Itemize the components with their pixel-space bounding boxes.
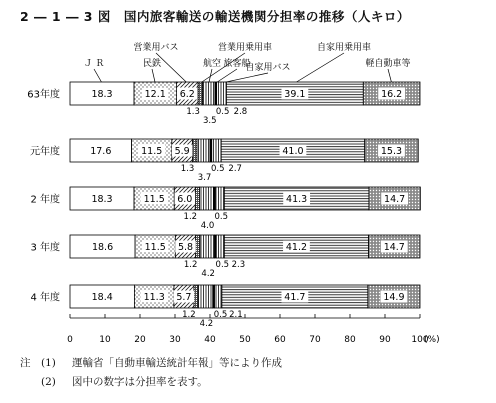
- legend-leader-line: [152, 69, 155, 83]
- data-label: 18.3: [91, 89, 113, 100]
- data-label: 0.5: [215, 260, 230, 270]
- bar-segment: [216, 235, 224, 258]
- data-label: 2.7: [228, 164, 242, 174]
- data-label: 18.3: [91, 194, 113, 205]
- x-tick-label: 80: [344, 335, 356, 345]
- data-label: 12.1: [144, 89, 166, 100]
- data-label: 17.6: [90, 146, 112, 157]
- bar-segment: [200, 235, 215, 258]
- data-label: 0.5: [213, 310, 228, 320]
- data-label: 18.6: [91, 242, 114, 253]
- note-2: [20, 374, 208, 389]
- data-label: 5.9: [174, 146, 190, 157]
- legend-label: 旅客船: [223, 59, 251, 69]
- data-label: 41.2: [285, 242, 308, 253]
- data-label: 4.2: [199, 319, 214, 329]
- bar-segment: [203, 82, 215, 105]
- row-label: 3 年度: [30, 242, 60, 254]
- data-label: 11.3: [143, 292, 165, 303]
- legend-label: 自家用乗用車: [316, 43, 372, 53]
- data-label: 16.2: [381, 89, 403, 100]
- data-label: 1.3: [186, 107, 200, 117]
- data-label: 3.5: [203, 116, 217, 126]
- bar-segment: [195, 187, 199, 210]
- data-label: 41.3: [286, 194, 308, 205]
- data-label: 0.5: [210, 164, 225, 174]
- data-label: 4.2: [201, 269, 215, 279]
- note-2-text: 図中の数字は分担率を表す。: [72, 376, 208, 388]
- data-label: 6.2: [179, 89, 195, 100]
- bar-segment: [215, 285, 222, 308]
- note-1-text: 運輸省「自動車輸送統計年報」等により作成: [72, 357, 282, 369]
- data-label: 15.3: [380, 146, 403, 157]
- data-label: 2.3: [231, 260, 246, 270]
- legend-label: 民鉄: [142, 59, 162, 69]
- bar-segment: [198, 82, 203, 105]
- data-label: 6.0: [177, 194, 193, 205]
- data-label: 1.2: [183, 260, 198, 270]
- legend-leader-line: [388, 69, 392, 83]
- data-label: 1.2: [183, 212, 198, 222]
- legend-leader-line: [94, 69, 102, 83]
- data-label: 11.5: [143, 194, 165, 205]
- data-label: 41.0: [282, 146, 304, 157]
- bar-segment: [200, 187, 214, 210]
- note-2-marker: (2): [20, 376, 56, 388]
- note-1: [20, 355, 282, 370]
- data-label: 14.7: [384, 194, 406, 205]
- data-label: 5.7: [176, 292, 192, 303]
- figure-title: 2 ― 1 ― 3 図 国内旅客輸送の輸送機関分担率の推移（人キロ）: [20, 9, 410, 24]
- bar-segment: [197, 139, 210, 162]
- data-label: 1.2: [182, 310, 196, 320]
- data-label: 41.7: [284, 292, 306, 303]
- x-tick-label: 30: [169, 335, 181, 345]
- legend-leader-line: [295, 53, 344, 83]
- data-label: 11.5: [141, 146, 163, 157]
- row-label: 63年度: [27, 89, 60, 101]
- row-label: 元年度: [30, 146, 60, 158]
- data-label: 2.1: [229, 310, 243, 320]
- legend-label: Ｊ Ｒ: [83, 59, 105, 69]
- x-unit-label: (%): [424, 335, 440, 345]
- data-label: 14.9: [383, 292, 405, 303]
- data-label: 5.8: [177, 242, 194, 253]
- bar-segment: [215, 187, 224, 210]
- data-label: 0.5: [215, 107, 230, 117]
- x-tick-label: 100: [411, 335, 429, 345]
- bars: [27, 82, 420, 329]
- data-label: 4.0: [200, 221, 215, 231]
- legend-leader-line: [216, 69, 237, 83]
- x-tick-label: 40: [204, 335, 216, 345]
- x-tick-label: 60: [274, 335, 286, 345]
- legend-label: 営業用乗用車: [217, 43, 273, 53]
- data-label: 2.8: [233, 107, 248, 117]
- note-1-marker: 注 (1): [20, 357, 56, 369]
- bar-segment: [217, 82, 227, 105]
- data-label: 39.1: [284, 89, 306, 100]
- legend-label: 航空: [202, 59, 222, 69]
- data-label: 18.4: [91, 292, 113, 303]
- x-tick-label: 10: [99, 335, 111, 345]
- x-tick-label: 90: [379, 335, 391, 345]
- bar-segment: [196, 235, 200, 258]
- legend-label: 軽自動車等: [365, 59, 411, 69]
- legend-label: 営業用バス: [133, 43, 179, 53]
- data-label: 14.7: [383, 242, 405, 253]
- x-axis: [67, 314, 439, 345]
- data-label: 3.7: [197, 173, 212, 183]
- x-tick-label: 50: [239, 335, 251, 345]
- legend-callouts: [84, 41, 411, 83]
- data-label: 11.5: [144, 242, 166, 253]
- bar-segment: [193, 139, 198, 162]
- bar-segment: [212, 139, 221, 162]
- legend-leader-line: [209, 69, 212, 83]
- row-label: 4 年度: [30, 292, 60, 304]
- row-label: 2 年度: [30, 194, 60, 206]
- bar-segment: [194, 285, 198, 308]
- data-label: 0.5: [214, 212, 229, 222]
- x-tick-label: 0: [67, 335, 73, 345]
- bar-segment: [198, 285, 213, 308]
- x-tick-label: 20: [134, 335, 146, 345]
- x-tick-label: 70: [309, 335, 321, 345]
- legend-label: 自家用バス: [245, 63, 291, 73]
- data-label: 1.3: [180, 164, 195, 174]
